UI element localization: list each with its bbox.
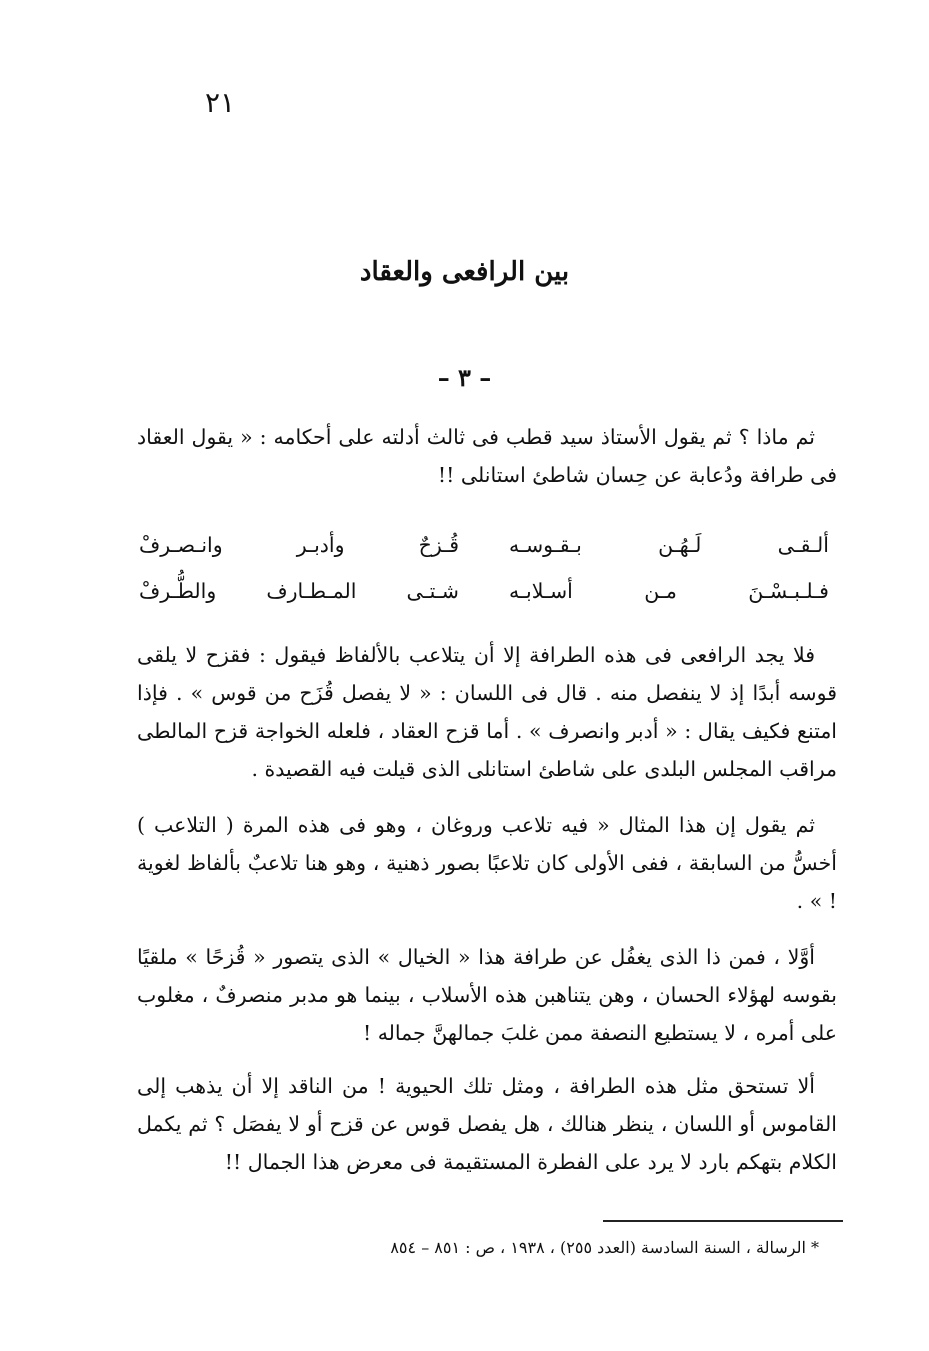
verse-2-second-hemistich: شـتـى المـطـارف والطُّـرفْ <box>139 579 459 603</box>
page-number: ٢١ <box>204 86 236 119</box>
paragraph-1-block <box>137 418 837 494</box>
paragraph-4: أوَّلا ، فمن ذا الذى يغفُل عن طرافة هذا « الخيال » الذى يتصور « قُزحًا » ملقيًا بقوسه لهؤلاء الحسان ، وهن يتناهبن هذه الأسلاب ، بينما هو مدبر منصرفٌ ، مغلوب على أمره ، لا يستطيع النصفة ممن غلبَ جمالهنَّ جماله ! <box>137 945 837 1045</box>
section-number: – ٣ – <box>437 363 492 392</box>
verse-2-first-hemistich: فـلـبـسْـنَ مـن أسـلابـه <box>509 579 829 603</box>
paragraph-3-block <box>137 806 837 920</box>
paragraph-2-block <box>137 636 837 788</box>
verse-line-1 <box>139 522 829 568</box>
chapter-title: بين الرافعى والعقاد <box>359 257 570 287</box>
paragraph-3: ثم يقول إن هذا المثال « فيه تلاعب وروغان ، وهو فى هذه المرة ( التلاعب ) أخسُّ من السابقة ، ففى الأولى كان تلاعبًا بصور ذهنية ، وهو هنا تلاعبٌ بألفاظ لغوية ! » . <box>137 813 837 913</box>
footnote-divider <box>603 1220 843 1222</box>
poem-verse <box>139 522 829 614</box>
paragraph-5-block <box>137 1067 837 1181</box>
paragraph-5: ألا تستحق مثل هذه الطرافة ، ومثل تلك الحيوية ! من الناقد إلا أن يذهب إلى القاموس أو اللسان ، ينظر هنالك ، هل يفصل قوس عن قزح أو لا يفصَل ؟ ثم يكمل الكلام بتهكم بارد لا يرد على الفطرة المستقيمة فى معرض هذا الجمال !! <box>137 1074 837 1174</box>
paragraph-1: ثم ماذا ؟ ثم يقول الأستاذ سيد قطب فى ثالث أدلته على أحكامه : « يقول العقاد فى طرافة ودُعابة عن حِسان شاطئ استانلى !! <box>137 425 837 487</box>
footnote: * الرسالة ، السنة السادسة (العدد ٢٥٥) ، ١٩٣٨ ، ص : ٨٥١ – ٨٥٤ <box>390 1238 819 1257</box>
paragraph-2: فلا يجد الرافعى فى هذه الطرافة إلا أن يتلاعب بالألفاظ فيقول : فقزح لا يلقى قوسه أبدًا إذ لا ينفصل منه . قال فى اللسان : « لا يفصل قُزَح من قوس » . فإذا امتنع فكيف يقال : « أدبر وانصرف » . أما قزح العقاد ، فلعله الخواجة قزح المالطى مراقب المجلس البلدى على شاطئ استانلى الذى قيلت فيه القصيدة . <box>137 643 837 781</box>
verse-1-first-hemistich: ألـقـى لَـهُـن بـقـوسـه <box>509 533 829 557</box>
paragraph-4-block <box>137 938 837 1052</box>
verse-line-2 <box>139 568 829 614</box>
verse-1-second-hemistich: قُـزحٌ وأدبـر وانـصـرفْ <box>139 533 459 557</box>
